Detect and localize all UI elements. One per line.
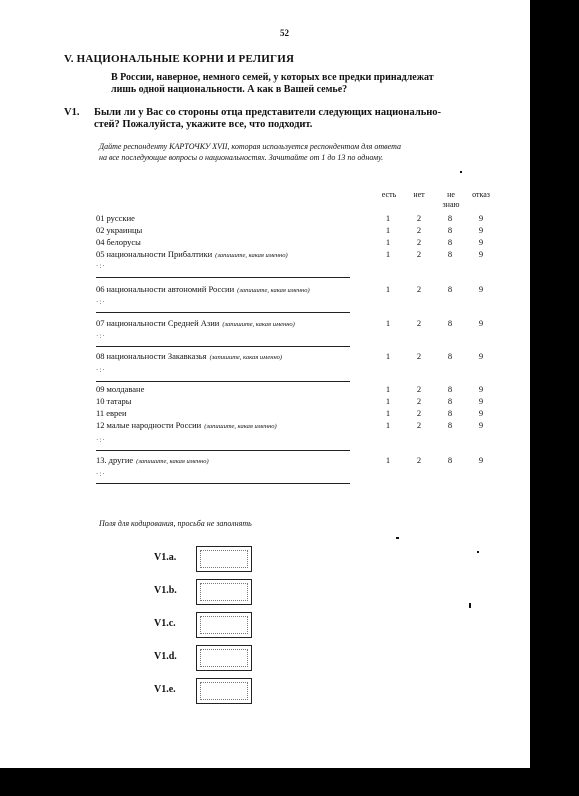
answer-code[interactable]: 1 [385, 213, 391, 223]
answer-code[interactable]: 9 [478, 396, 484, 406]
coding-label-d: V1.d. [154, 651, 177, 662]
intro-line: В России, наверное, немного семей, у которых все предки принадлежат [111, 72, 434, 83]
answer-code[interactable]: 1 [385, 384, 391, 394]
write-in-line [96, 277, 350, 278]
row-code: 10 [96, 396, 105, 406]
answer-code[interactable]: 8 [447, 237, 453, 247]
scan-edge-right [530, 0, 579, 796]
answer-code[interactable]: 2 [416, 351, 422, 361]
answer-code[interactable]: 9 [478, 408, 484, 418]
row-label: евреи [106, 408, 127, 418]
answer-code[interactable]: 9 [478, 249, 484, 259]
table-row [96, 213, 135, 223]
answer-code[interactable]: 2 [416, 455, 422, 465]
table-row [96, 237, 141, 247]
answer-code[interactable]: 2 [416, 420, 422, 430]
coding-label-b: V1.b. [154, 585, 177, 596]
table-row [96, 225, 142, 235]
answer-code[interactable]: 2 [416, 408, 422, 418]
row-note: (запишите, какая именно) [222, 321, 295, 328]
table-row [96, 284, 310, 294]
table-row [96, 249, 288, 259]
row-code: 09 [96, 384, 105, 394]
answer-code[interactable]: 8 [447, 455, 453, 465]
code-stub: ·:· [96, 470, 106, 478]
answer-code[interactable]: 9 [478, 225, 484, 235]
scan-speck [396, 537, 399, 539]
row-note: (запишите, какая именно) [209, 354, 283, 361]
row-code: 01 [96, 213, 105, 223]
interviewer-instruction [99, 141, 401, 163]
coding-label-c: V1.c. [154, 618, 176, 629]
row-code: 05 [96, 249, 105, 259]
row-code: 13. [96, 455, 107, 465]
answer-code[interactable]: 1 [385, 351, 391, 361]
question-text [94, 107, 441, 131]
answer-code[interactable]: 1 [385, 237, 391, 247]
answer-code[interactable]: 1 [385, 420, 391, 430]
answer-code[interactable]: 8 [447, 225, 453, 235]
answer-code[interactable]: 1 [385, 455, 391, 465]
row-label: белорусы [106, 237, 141, 247]
table-row [96, 396, 131, 406]
coding-box-a [196, 546, 252, 572]
code-stub: ·:· [96, 366, 106, 374]
intro-text [111, 72, 434, 96]
code-stub: ·:· [96, 262, 106, 270]
answer-code[interactable]: 8 [447, 351, 453, 361]
row-note: (запишите, какая именно) [237, 287, 310, 294]
coding-box-c [196, 612, 252, 638]
answer-code[interactable]: 9 [478, 455, 484, 465]
answer-code[interactable]: 9 [478, 384, 484, 394]
coding-box-d [196, 645, 252, 671]
answer-code[interactable]: 2 [416, 237, 422, 247]
row-note: (запишите, какая именно) [215, 252, 288, 259]
answer-code[interactable]: 2 [416, 384, 422, 394]
answer-code[interactable]: 9 [478, 351, 484, 361]
write-in-line [96, 346, 350, 347]
scan-speck [477, 551, 479, 553]
code-stub: ·:· [96, 436, 106, 444]
section-title: V. НАЦИОНАЛЬНЫЕ КОРНИ И РЕЛИГИЯ [64, 53, 295, 65]
row-code: 11 [96, 408, 105, 418]
answer-code[interactable]: 2 [416, 284, 422, 294]
table-row [96, 420, 277, 430]
answer-code[interactable]: 2 [416, 249, 422, 259]
row-label: национальности Прибалтики [106, 249, 213, 259]
answer-code[interactable]: 2 [416, 213, 422, 223]
answer-code[interactable]: 1 [385, 225, 391, 235]
row-code: 02 [96, 225, 105, 235]
coding-label-e: V1.e. [154, 684, 176, 695]
code-stub: ·:· [96, 298, 106, 306]
answer-code[interactable]: 8 [447, 318, 453, 328]
coding-label-a: V1.a. [154, 552, 177, 563]
write-in-line [96, 312, 350, 313]
answer-code[interactable]: 1 [385, 284, 391, 294]
page-number: 52 [280, 28, 289, 38]
row-label: украинцы [106, 225, 143, 235]
answer-code[interactable]: 8 [447, 213, 453, 223]
intro-line: лишь одной национальности. А как в Вашей семье? [111, 84, 348, 95]
table-row [96, 318, 295, 328]
row-label: татары [106, 396, 132, 406]
write-in-line [96, 450, 350, 451]
row-note: (запишите, какая именно) [136, 458, 209, 465]
row-label: малые народности России [106, 420, 202, 430]
answer-code[interactable]: 1 [385, 318, 391, 328]
answer-code[interactable]: 8 [447, 249, 453, 259]
answer-code[interactable]: 9 [478, 318, 484, 328]
answer-code[interactable]: 1 [385, 408, 391, 418]
row-code: 08 [96, 351, 105, 361]
col-header-no: нет [413, 190, 425, 199]
row-label: другие [108, 455, 134, 465]
question-number: V1. [64, 107, 80, 118]
row-label: национальности Закавказья [106, 351, 207, 361]
scan-speck [460, 171, 462, 173]
answer-code[interactable]: 2 [416, 396, 422, 406]
answer-code[interactable]: 2 [416, 318, 422, 328]
coding-box-b [196, 579, 252, 605]
col-header-dont-know: не знаю [442, 190, 460, 209]
row-label: национальности автономий России [106, 284, 235, 294]
answer-code[interactable]: 8 [447, 284, 453, 294]
table-row [96, 384, 144, 394]
row-code: 12 [96, 420, 105, 430]
answer-code[interactable]: 8 [447, 408, 453, 418]
answer-code[interactable]: 8 [447, 396, 453, 406]
answer-code[interactable]: 2 [416, 225, 422, 235]
coding-note: Поля для кодирования, просьба не заполнять [99, 519, 252, 528]
coding-box-e [196, 678, 252, 704]
answer-code[interactable]: 9 [478, 284, 484, 294]
col-header-yes: есть [381, 190, 397, 199]
answer-code[interactable]: 9 [478, 237, 484, 247]
question-line: стей? Пожалуйста, укажите все, что подходит. [94, 119, 313, 130]
answer-code[interactable]: 9 [478, 213, 484, 223]
write-in-line [96, 381, 350, 382]
answer-code[interactable]: 8 [447, 384, 453, 394]
instruction-line: Дайте респонденту КАРТОЧКУ XVII, которая используется респондентом для ответа [99, 142, 401, 151]
scan-speck [469, 603, 471, 608]
answer-code[interactable]: 9 [478, 420, 484, 430]
answer-code[interactable]: 1 [385, 396, 391, 406]
table-row [96, 351, 282, 361]
answer-code[interactable]: 8 [447, 420, 453, 430]
table-row [96, 408, 127, 418]
code-stub: ·:· [96, 332, 106, 340]
row-code: 04 [96, 237, 105, 247]
row-note: (запишите, какая именно) [204, 423, 277, 430]
table-row [96, 455, 209, 465]
row-label: русские [106, 213, 135, 223]
scan-edge-bottom [0, 768, 579, 796]
instruction-line: на все последующие вопросы о национальностях. Зачитайте от 1 до 13 по одному. [99, 153, 384, 162]
row-label: национальности Средней Азии [106, 318, 220, 328]
question-line: Были ли у Вас со стороны отца представители следующих национально- [94, 107, 442, 118]
answer-code[interactable]: 1 [385, 249, 391, 259]
row-code: 06 [96, 284, 105, 294]
col-header-refusal: отказ [472, 190, 490, 199]
row-code: 07 [96, 318, 105, 328]
write-in-line [96, 483, 350, 484]
row-label: молдаване [106, 384, 145, 394]
